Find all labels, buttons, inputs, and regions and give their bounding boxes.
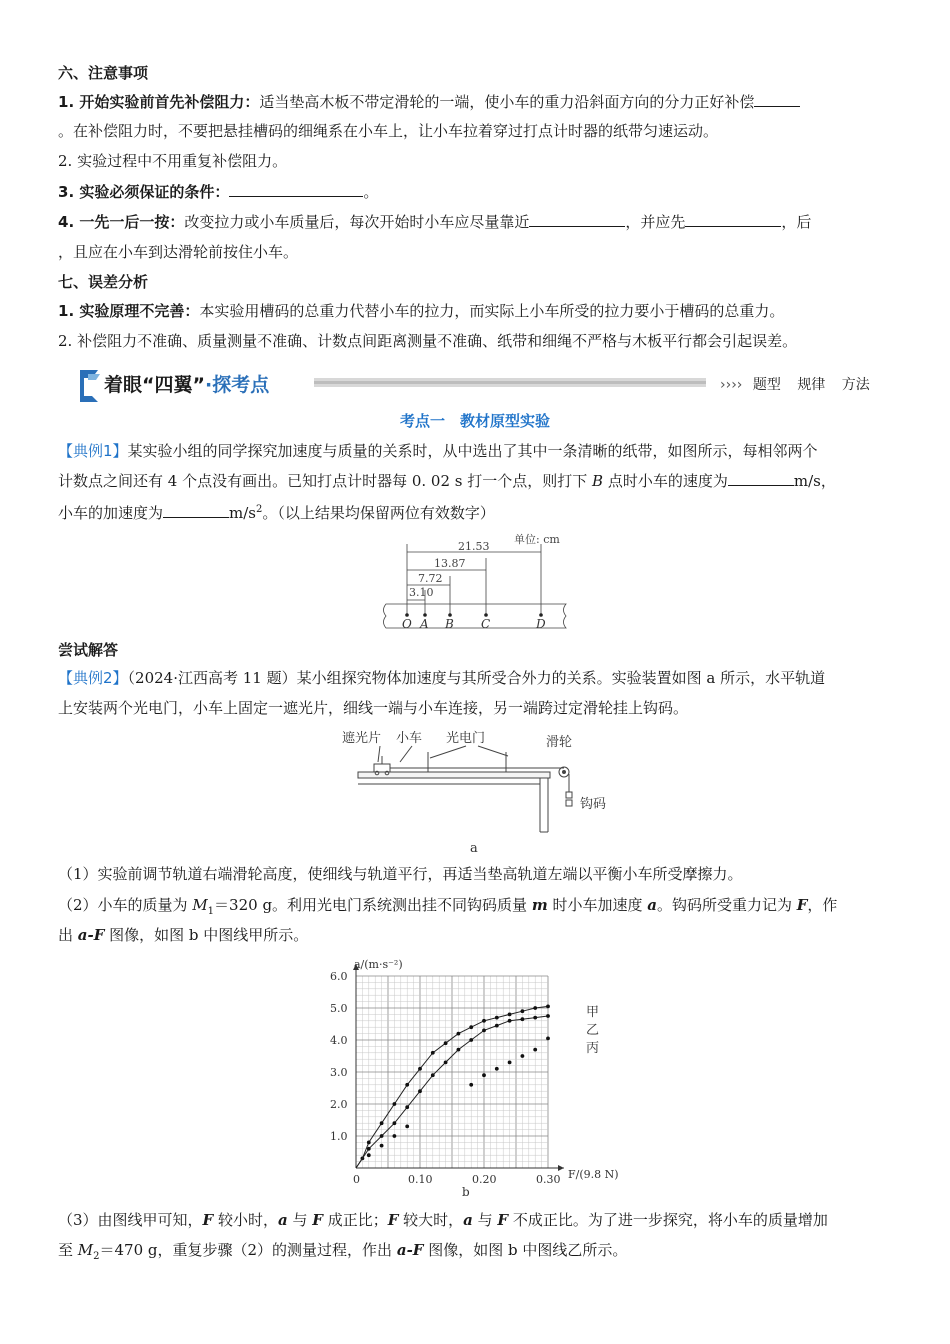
chart-y-label: a/(m·s⁻²) — [354, 958, 403, 971]
legend-bing: 丙 — [586, 1041, 600, 1056]
step-1: （1）实验前调节轨道右端滑轮高度，使细线与轨道平行，再适当垫高轨道左端以平衡小车所受摩擦力。 — [58, 865, 743, 883]
label-photogate: 光电门 — [446, 731, 486, 746]
label-shading-plate: 遮光片 — [342, 731, 382, 746]
tape-label-c: C — [481, 617, 491, 631]
y-tick-label: 1.0 — [330, 1130, 348, 1143]
label-pulley: 滑轮 — [546, 735, 573, 750]
section-7-title: 七、误差分析 — [58, 273, 149, 291]
legend-jia: 甲 — [586, 1005, 600, 1020]
x-axis-arrow-icon — [558, 1165, 564, 1171]
label-hook-weight: 钩码 — [580, 797, 607, 812]
data-point — [546, 1005, 550, 1009]
data-point — [431, 1051, 435, 1055]
label-cart: 小车 — [396, 731, 423, 746]
tape-dist-d: 21.53 — [458, 540, 490, 553]
data-point — [444, 1061, 448, 1065]
data-point — [482, 1029, 486, 1033]
note-4-cont: ，且应在小车到达滑轮前按住小车。 — [58, 243, 299, 261]
data-point — [367, 1141, 371, 1145]
data-point — [405, 1105, 409, 1109]
tape-label-a: A — [420, 617, 429, 631]
data-point — [393, 1121, 397, 1125]
step-2-cont: 出 a-F 图像，如图 b 中图线甲所示。 — [58, 926, 309, 944]
x-tick-label: 0 — [353, 1173, 360, 1186]
kaodian-heading: 考点一 教材原型实验 — [399, 412, 550, 430]
section-6-title: 六、注意事项 — [58, 64, 149, 82]
data-point — [405, 1125, 409, 1129]
data-point — [495, 1024, 499, 1028]
apparatus-figure — [340, 722, 620, 858]
data-point — [533, 1048, 537, 1052]
banner-item-rule: 规律 — [797, 377, 826, 393]
data-point — [495, 1016, 499, 1020]
data-point — [533, 1016, 537, 1020]
x-tick-label: 0.20 — [472, 1173, 497, 1186]
figure-a-caption: a — [470, 841, 478, 856]
data-point — [393, 1134, 397, 1138]
fill-blank[interactable] — [685, 212, 781, 227]
note-1: 1. 开始实验前首先补偿阻力：适当垫高木板不带定滑轮的一端，使小车的重力沿斜面方向的分力正好补偿 — [58, 92, 894, 112]
step-3: （3）由图线甲可知，F 较小时，a 与 F 成正比；F 较大时，a 与 F 不成正比。为了进一步探究，将小车的质量增加 — [58, 1211, 828, 1229]
example-2-line-1: 【典例2】（2024·江西高考 11 题）某小组探究物体加速度与其所受合外力的关系。实验装置如图 a 所示，水平轨道 — [58, 669, 826, 687]
data-point — [469, 1038, 473, 1042]
banner-item-method: 方法 — [841, 377, 870, 393]
paper-tape-figure — [380, 530, 580, 636]
banner-title: 着眼“四翼”·探考点 — [104, 374, 270, 396]
data-point — [367, 1147, 371, 1151]
data-point — [546, 1014, 550, 1018]
data-point — [418, 1067, 422, 1071]
data-point — [521, 1017, 525, 1021]
fill-blank[interactable] — [529, 212, 625, 227]
af-chart — [300, 952, 640, 1202]
data-point — [469, 1083, 473, 1087]
data-point — [444, 1041, 448, 1045]
data-point — [367, 1153, 371, 1157]
data-point — [482, 1073, 486, 1077]
y-tick-label: 5.0 — [330, 1002, 348, 1015]
example-1-line-3: 小车的加速度为 $m/s^2$。（以上结果均保留两位有效数字） — [58, 504, 495, 522]
step-2: （2）小车的质量为 $M_1=320$ g。利用光电门系统测出挂不同钩码质量 m 时小车加速度 a。钩码所受重力记为 F，作 — [58, 896, 838, 917]
data-point — [508, 1019, 512, 1023]
example-2-line-2: 上安装两个光电门，小车上固定一遮光片，细线一端与小车连接，另一端跨过定滑轮挂上钩码。 — [58, 699, 689, 717]
data-point — [521, 1054, 525, 1058]
data-point — [482, 1019, 486, 1023]
fill-blank[interactable] — [754, 92, 800, 107]
tape-label-b: B — [445, 617, 454, 631]
note-1-cont: 。在补偿阻力时，不要把悬挂槽码的细绳系在小车上，让小车拉着穿过打点计时器的纸带匀速运动。 — [58, 122, 719, 140]
tape-dist-c: 13.87 — [434, 557, 466, 570]
step-3-cont: 至 $M_2=470$ g，重复步骤（2）的测量过程，作出 a-F 图像，如图 b 中图线乙所示。 — [58, 1241, 628, 1262]
legend-yi: 乙 — [586, 1023, 600, 1038]
x-tick-label: 0.30 — [536, 1173, 561, 1186]
data-point — [380, 1134, 384, 1138]
fill-blank[interactable] — [229, 182, 363, 197]
example-1-tag: 【典例1】 — [58, 442, 128, 460]
y-tick-label: 2.0 — [330, 1098, 348, 1111]
chart-caption: b — [462, 1185, 470, 1199]
section-banner — [78, 366, 878, 404]
chevrons-icon: ›››› — [720, 377, 743, 393]
chart-x-label: F/(9.8 N) — [568, 1168, 619, 1181]
data-point — [457, 1048, 461, 1052]
data-point — [508, 1013, 512, 1017]
error-2: 2. 补偿阻力不准确、质量测量不准确、计数点间距离测量不准确、纸带和细绳不严格与木板平行都会引起误差。 — [58, 332, 798, 350]
data-point — [469, 1025, 473, 1029]
chart-series — [356, 1005, 550, 1169]
banner-accent-icon — [88, 374, 100, 380]
tape-dist-a: 3.10 — [409, 586, 434, 599]
note-2: 2. 实验过程中不用重复补偿阻力。 — [58, 152, 288, 170]
tape-label-o: O — [402, 617, 412, 631]
note-4: 4. 一先一后一按：改变拉力或小车质量后，每次开始时小车应尽量靠近 ，并应先 ，后 — [58, 213, 812, 231]
banner-bar-line — [314, 381, 706, 384]
data-point — [380, 1144, 384, 1148]
data-point — [546, 1037, 550, 1041]
data-point — [405, 1083, 409, 1087]
banner-menu — [720, 374, 870, 394]
error-1: 1. 实验原理不完善：本实验用槽码的总重力代替小车的拉力，而实际上小车所受的拉力要小于槽码的总重力。 — [58, 302, 785, 320]
data-point — [393, 1102, 397, 1106]
y-tick-label: 3.0 — [330, 1066, 348, 1079]
fill-blank[interactable] — [163, 503, 229, 518]
y-tick-label: 6.0 — [330, 970, 348, 983]
fill-blank[interactable] — [728, 471, 794, 486]
example-1-line-2: 计数点之间还有 4 个点没有画出。已知打点计时器每 0. 02 s 打一个点，则打下 B 点时小车的速度为 m/s， — [58, 472, 836, 490]
data-point — [431, 1073, 435, 1077]
try-answer-heading: 尝试解答 — [58, 641, 119, 659]
banner-item-type: 题型 — [752, 377, 781, 393]
example-2-tag: 【典例2】 — [58, 669, 128, 687]
data-point — [521, 1009, 525, 1013]
tape-label-d: D — [536, 617, 546, 631]
data-point — [533, 1006, 537, 1010]
chart-grid — [356, 976, 548, 1168]
data-point — [457, 1032, 461, 1036]
tape-dist-b: 7.72 — [418, 572, 443, 585]
data-point — [380, 1121, 384, 1125]
y-tick-label: 4.0 — [330, 1034, 348, 1047]
x-tick-label: 0.10 — [408, 1173, 433, 1186]
tape-unit-label: 单位: cm — [514, 533, 560, 546]
note-3: 3. 实验必须保证的条件： 。 — [58, 183, 379, 201]
data-point — [508, 1061, 512, 1065]
example-1-line-1: 【典例1】某实验小组的同学探究加速度与质量的关系时，从中选出了其中一条清晰的纸带，如图所示，每相邻两个 — [58, 442, 818, 460]
data-point — [495, 1067, 499, 1071]
data-point — [418, 1089, 422, 1093]
